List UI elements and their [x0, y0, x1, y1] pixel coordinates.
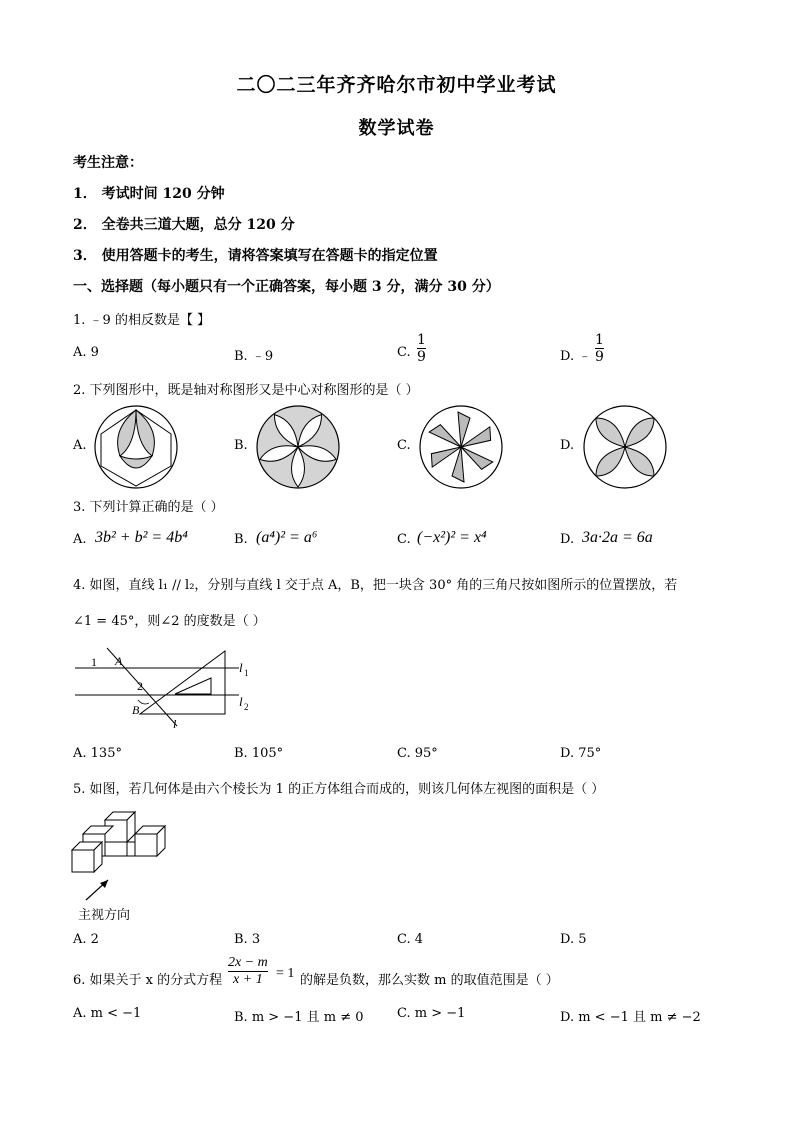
question-6-stem-post: 的解是负数，那么实数 m 的取值范围是（ ）	[300, 973, 559, 988]
l2-subscript: 2	[244, 702, 249, 712]
q2-option-c: C.	[397, 438, 411, 453]
question-6-stem-pre: 6. 如果关于 x 的分式方程	[73, 973, 223, 988]
q2-figure-a	[93, 404, 179, 490]
angle-2-label: 2	[137, 679, 143, 693]
q1-option-c-fraction: $\frac{1}{9}$	[417, 332, 426, 365]
q3-option-a-label: A.	[73, 532, 87, 547]
angle-1-label: 1	[91, 655, 97, 669]
l2-label: l	[239, 694, 243, 709]
notice-item: 2． 全卷共三道大题，总分 120 分	[73, 217, 295, 233]
q5-caption: 主视方向	[78, 908, 131, 923]
q2-option-d: D.	[560, 438, 575, 453]
q5-option-a: A. 2	[73, 932, 99, 947]
q6-fraction: $\frac{2x - m}{x + 1}$	[228, 955, 268, 987]
question-3-stem: 3. 下列计算正确的是（ ）	[73, 500, 224, 515]
set-square	[140, 651, 225, 714]
q6-option-b: B. m > −1 且 m ≠ 0	[234, 1010, 364, 1025]
q6-option-c: C. m > −1	[397, 1006, 466, 1021]
q2-figure-d	[582, 404, 668, 490]
q6-equals: = 1	[276, 966, 295, 981]
q2-figure-c	[418, 404, 504, 490]
l1-label: l	[239, 660, 243, 675]
q3-option-c-label: C.	[397, 532, 411, 547]
q6-option-a: A. m < −1	[73, 1006, 142, 1021]
notice-heading: 考生注意：	[73, 155, 143, 171]
section-heading: 一、选择题（每小题只有一个正确答案，每小题 3 分，满分 30 分）	[73, 279, 500, 295]
q3-option-d-expr: 3a·2a = 6a	[582, 529, 653, 546]
q4-figure	[75, 648, 275, 732]
line-l-label: l	[173, 717, 177, 731]
q4-option-d: D. 75°	[560, 746, 602, 761]
q3-option-d-label: D.	[560, 532, 575, 547]
point-a-label: A	[115, 654, 123, 668]
question-1-stem: 1. ﹣9 的相反数是【 】	[73, 313, 211, 328]
set-square-hole	[175, 678, 211, 694]
question-5-stem: 5. 如图，若几何体是由六个棱长为 1 的正方体组合而成的，则该几何体左视图的面积是（ ）	[73, 782, 605, 797]
l1-subscript: 1	[244, 668, 249, 678]
q2-option-a: A.	[73, 438, 87, 453]
q1-option-d-fraction: $\frac{1}{9}$	[595, 332, 604, 365]
page-subtitle: 数学试卷	[358, 118, 435, 139]
notice-item: 1． 考试时间 120 分钟	[73, 186, 225, 202]
q3-option-b-label: B.	[234, 532, 248, 547]
q1-option-b: B. ﹣9	[234, 349, 274, 364]
question-4-stem-line2: ∠1 = 45°，则∠2 的度数是（ ）	[73, 614, 266, 629]
q5-option-b: B. 3	[234, 932, 261, 947]
q5-option-c: C. 4	[397, 932, 424, 947]
question-2-stem: 2. 下列图形中，既是轴对称图形又是中心对称图形的是（ ）	[73, 383, 419, 398]
q4-option-c: C. 95°	[397, 746, 438, 761]
q4-option-a: A. 135°	[73, 746, 122, 761]
q2-figure-b	[255, 404, 341, 490]
q6-option-d: D. m < −1 且 m ≠ −2	[560, 1010, 701, 1025]
q1-option-c-label: C.	[397, 345, 411, 360]
q4-option-b: B. 105°	[234, 746, 284, 761]
q5-cube-figure	[72, 802, 172, 902]
q3-option-b-expr: (a⁴)² = a⁶	[256, 529, 318, 546]
notice-item: 3． 使用答题卡的考生，请将答案填写在答题卡的指定位置	[73, 248, 438, 264]
question-4-stem-line1: 4. 如图，直线 l₁ // l₂，分别与直线 l 交于点 A，B，把一块含 30° 角的三角尺按如图所示的位置摆放，若	[73, 578, 678, 593]
q3-option-c-expr: (−x²)² = x⁴	[417, 529, 487, 546]
page-title: 二〇二三年齐齐哈尔市初中学业考试	[236, 74, 557, 96]
point-b-label: B	[132, 703, 140, 717]
q2-option-b: B.	[234, 438, 248, 453]
q1-option-d-label: D. ﹣	[560, 349, 592, 364]
q3-option-a-expr: 3b² + b² = 4b⁴	[95, 529, 188, 546]
q1-option-a: A. 9	[73, 345, 99, 360]
q5-option-d: D. 5	[560, 932, 587, 947]
